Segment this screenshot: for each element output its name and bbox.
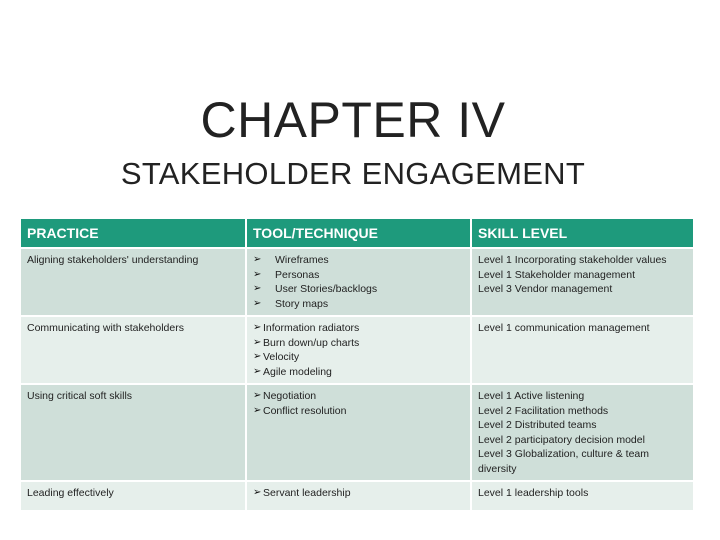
tool-label: Information radiators xyxy=(263,322,360,334)
arrow-bullet-icon: ➢ xyxy=(253,390,262,401)
tool-label: Story maps xyxy=(275,297,329,310)
tool-label: User Stories/backlogs xyxy=(275,283,378,295)
skill-line: Level 3 Vendor management xyxy=(478,283,613,295)
list-item xyxy=(253,486,464,501)
table-row xyxy=(21,248,693,316)
table-row xyxy=(21,384,693,481)
tools-list xyxy=(253,321,464,379)
arrow-bullet-icon: ➢ xyxy=(253,322,262,333)
list-item xyxy=(253,404,464,419)
arrow-bullet-icon: ➢ xyxy=(253,283,262,294)
tools-cell xyxy=(246,384,471,481)
skill-line: Level 1 Active listening xyxy=(478,390,585,402)
skill-line: Level 2 Facilitation methods xyxy=(478,404,609,417)
skill-line: Level 3 Globalization, culture & team diversity xyxy=(478,448,650,475)
skills-cell xyxy=(471,316,693,384)
tools-cell xyxy=(246,316,471,384)
arrow-bullet-icon: ➢ xyxy=(253,336,262,348)
list-item xyxy=(253,365,464,380)
tool-label: Negotiation xyxy=(263,390,317,402)
tool-label: Servant leadership xyxy=(263,487,351,499)
header-practice: PRACTICE xyxy=(21,219,246,248)
tools-cell xyxy=(246,481,471,510)
arrow-bullet-icon: ➢ xyxy=(253,404,262,416)
tool-label: Wireframes xyxy=(275,254,329,266)
arrow-bullet-icon: ➢ xyxy=(253,351,262,362)
skill-line: Level 1 leadership tools xyxy=(478,487,589,499)
arrow-bullet-icon: ➢ xyxy=(253,365,262,377)
tools-cell xyxy=(246,248,471,316)
table-row xyxy=(21,316,693,384)
tool-label: Personas xyxy=(275,268,320,281)
tool-label: Velocity xyxy=(263,351,300,363)
arrow-bullet-icon: ➢ xyxy=(253,254,262,265)
practice-cell: Using critical soft skills xyxy=(21,384,246,481)
arrow-bullet-icon: ➢ xyxy=(253,268,262,280)
chapter-title: CHAPTER IV xyxy=(200,92,506,148)
skills-cell xyxy=(471,481,693,510)
skill-line: Level 1 Incorporating stakeholder values xyxy=(478,254,667,266)
tool-label: Conflict resolution xyxy=(263,404,347,417)
tools-list xyxy=(253,486,464,501)
tools-list xyxy=(253,389,464,418)
skill-line: Level 1 communication management xyxy=(478,322,650,334)
skill-line: Level 2 Distributed teams xyxy=(478,419,597,431)
chapter-subtitle: STAKEHOLDER ENGAGEMENT xyxy=(120,156,586,191)
skill-line: Level 2 participatory decision model xyxy=(478,433,645,446)
list-item xyxy=(253,253,464,268)
practice-cell: Leading effectively xyxy=(21,481,246,510)
header-tool-technique: TOOL/TECHNIQUE xyxy=(246,219,471,248)
tools-list xyxy=(253,253,464,311)
tool-label: Agile modeling xyxy=(263,365,332,378)
practice-cell: Communicating with stakeholders xyxy=(21,316,246,384)
list-item xyxy=(253,268,464,283)
table-row xyxy=(21,481,693,510)
practice-cell: Aligning stakeholders' understanding xyxy=(21,248,246,316)
list-item xyxy=(253,350,464,365)
list-item xyxy=(253,336,464,351)
table-header-row xyxy=(21,219,693,248)
arrow-bullet-icon: ➢ xyxy=(253,487,262,498)
arrow-bullet-icon: ➢ xyxy=(253,297,262,309)
list-item xyxy=(253,321,464,336)
header-skill-level: SKILL LEVEL xyxy=(471,219,693,248)
practice-table xyxy=(21,219,693,510)
list-item xyxy=(253,297,464,312)
skills-cell xyxy=(471,248,693,316)
tool-label: Burn down/up charts xyxy=(263,336,360,349)
list-item xyxy=(253,389,464,404)
list-item xyxy=(253,282,464,297)
skill-line: Level 1 Stakeholder management xyxy=(478,268,636,281)
skills-cell xyxy=(471,384,693,481)
